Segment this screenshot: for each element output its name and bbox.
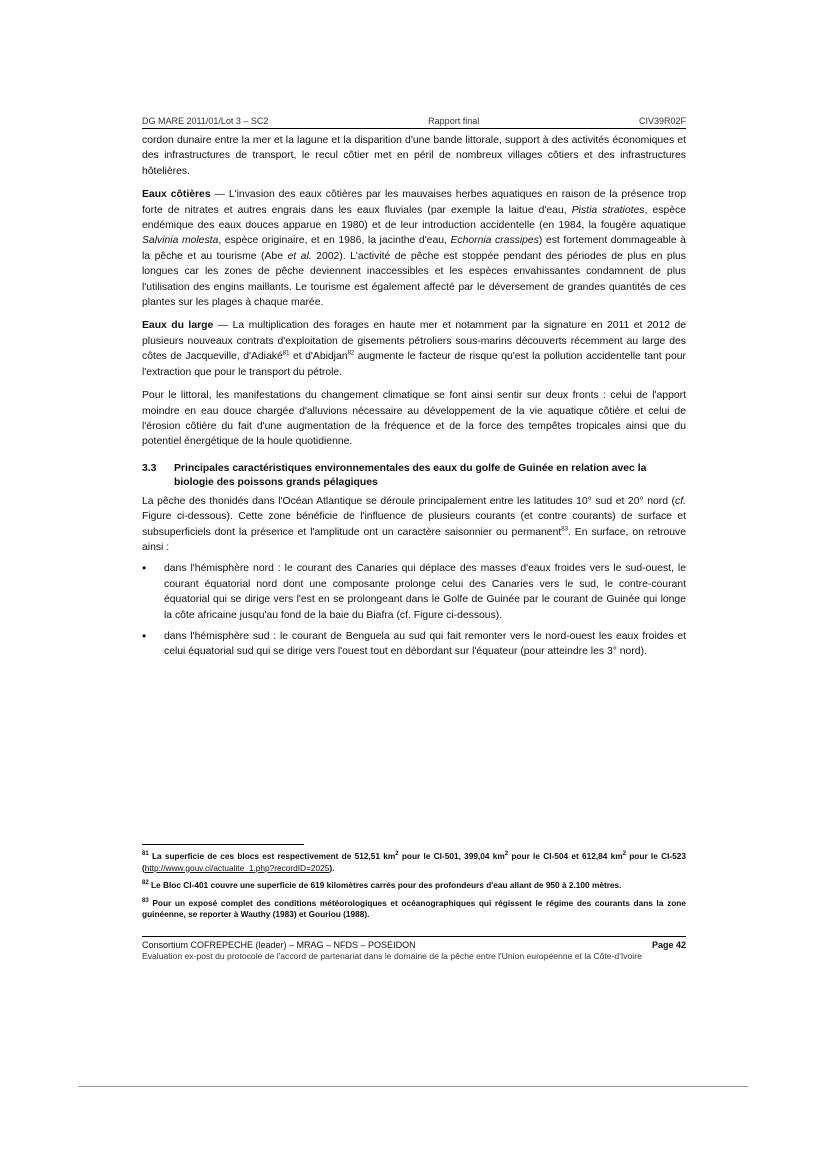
header-center: Rapport final bbox=[428, 116, 480, 126]
list-item: • dans l'hémisphère sud : le courant de Benguela au sud qui fait remonter vers le nord-ouest les eaux froides et celui équatorial sud qui se dirige vers l'ouest tout en débordant sur l'équateur (pour atteindre les 3° nord). bbox=[142, 629, 686, 660]
page-number: Page 42 bbox=[651, 940, 686, 950]
footer-consortium: Consortium COFREPECHE (leader) – MRAG – NFDS – POSEIDON bbox=[142, 940, 416, 950]
viewer-bottom-divider bbox=[78, 1086, 748, 1087]
bullet-list bbox=[142, 561, 686, 659]
species-name: Salvinia molesta bbox=[142, 235, 219, 247]
section-heading bbox=[142, 462, 686, 490]
footnote-ref[interactable]: 82 bbox=[347, 350, 355, 357]
footnote-81: $^{81}$ La superficie de ces blocs est respectivement de 512,51 $km^2$ pour le CI-501, 399,04 $km^2$ pour le CI-504 et 612,84 $km^2$ pour le CI-523 (http://www.gouv.ci/actualite_1.php?recordID=2025). bbox=[142, 851, 686, 873]
footnote-ref[interactable]: 83 bbox=[561, 526, 568, 533]
paragraph-offshore-waters: Eaux du large — La multiplication des forages en haute mer et notamment par la signature en 2011 et 2012 de plusieurs nouveaux contrats d'exploitation de gisements pétroliers sous-marins découverts récemment au large des côtes de Jacqueville, d'Adiaké$^{81}$ et d'Abidjan$^{82}$ augmente le facteur de risque qu'est la pollution accidentelle tant pour l'extraction que pour le transport du pétrole. bbox=[142, 320, 687, 378]
footnote-ref[interactable]: 81 bbox=[282, 350, 290, 357]
paragraph-climate-change: Pour le littoral, les manifestations du changement climatique se font ainsi sentir sur deux fronts : celui de l'apport moindre en eau douce chargée d'alluvions nécessaire au développement de la vie aquatique côtière et celui de l'érosion côtière du fait d'une augmentation de la fréquence et de la force des tempêtes tropicales ainsi que du potentiel énergétique de la houle quotidienne. bbox=[142, 390, 686, 448]
footnotes bbox=[142, 844, 686, 927]
footnote-82: $^{82}$ Le Bloc CI-401 couvre une superficie de 619 kilomètres carrés pour des profondeurs d'eau allant de 950 à 2.100 mètres. bbox=[142, 880, 622, 890]
section-title: Principales caractéristiques environnementales des eaux du golfe de Guinée en relation avec la biologie des poissons grands pélagiques bbox=[174, 462, 647, 488]
bullet-icon: • bbox=[142, 628, 147, 643]
section-number: 3.3 bbox=[142, 462, 157, 474]
lead-offshore-waters: Eaux du large bbox=[142, 320, 214, 332]
footnote-83: $^{83}$ Pour un exposé complet des conditions météorologiques et océanographiques qui régissent le régime des courants dans la zone guinéenne, se reporter à Wauthy (1983) et Gouriou (1988). bbox=[142, 897, 686, 919]
footnote-link[interactable]: http://www.gouv.ci/actualite_1.php?recordID=2025 bbox=[144, 862, 330, 873]
running-header bbox=[142, 116, 686, 129]
header-right: CIV39R02F bbox=[638, 116, 686, 126]
footnote-divider bbox=[142, 844, 304, 845]
paragraph-tuna-fishing: La pêche des thonidés dans l'Océan Atlantique se déroule principalement entre les latitudes 10° sud et 20° nord (cf. Figure ci-dessous). Cette zone bénéficie de l'influence de plusieurs courants (et contre courants) de surface et subsuperficiels dont la présence et l'amplitude ont un caractère saisonnier ou permanent$^{83}$. En surface, on retrouve ainsi : bbox=[142, 495, 687, 553]
footer-subtitle: Evaluation ex-post du protocole de l'accord de partenariat dans le domaine de la pêche entre l'Union européenne et la Côte-d'Ivoire bbox=[142, 951, 642, 961]
citation-etal: et al. bbox=[287, 250, 312, 262]
page-footer bbox=[142, 936, 686, 961]
bullet-icon: • bbox=[142, 561, 147, 576]
list-item: • dans l'hémisphère nord : le courant des Canaries qui déplace des masses d'eaux froides vers le sud-ouest, le courant équatorial nord dont une composante prolonge celui des Canaries vers le sud, le contre-courant équatorial qui se dirige vers l'est en se prolongeant dans le Golfe de Guinée par le courant de Guinée qui longe la côte africaine jusqu'au fond de la baie du Biafra (cf. Figure ci-dessous). bbox=[142, 561, 686, 623]
species-name: Pistia stratiotes bbox=[571, 204, 645, 216]
page-body bbox=[142, 116, 686, 666]
paragraph-coastal-waters: Eaux côtières — L'invasion des eaux côtières par les mauvaises herbes aquatiques en raison de la présence trop forte de nitrates et autres engrais dans les eaux fluviales (par exemple la laitue d'eau, Pistia stratiotes, espèce endémique des eaux douces apparue en 1980) et de leur introduction accidentelle (en 1984, la fougère aquatique Salvinia molesta, espèce originaire, et en 1986, la jacinthe d'eau, Echornia crassipes) est fortement dommageable à la pêche et au tourisme (Abe et al. 2002). L'activité de pêche est stoppée pendant des périodes de plus en plus longues car les zones de pêche deviennent inaccessibles et les espèces envahissantes condamnent de plus l'utilisation des engins maillants. Le tourisme est également affecté par le déversement de grandes quantités de ces plantes sur les plages à chaque marée. bbox=[142, 189, 687, 309]
paragraph-coastline: cordon dunaire entre la mer et la lagune et la disparition d'une bande littorale, support à des activités économiques et des infrastructures de transport, le recul côtier met en péril de nombreux villages côtiers et des infrastructures hôtelières. bbox=[142, 135, 686, 177]
species-name: Echornia crassipes bbox=[450, 235, 539, 247]
lead-coastal-waters: Eaux côtières bbox=[142, 189, 211, 201]
header-left: DG MARE 2011/01/Lot 3 – SC2 bbox=[142, 116, 269, 126]
